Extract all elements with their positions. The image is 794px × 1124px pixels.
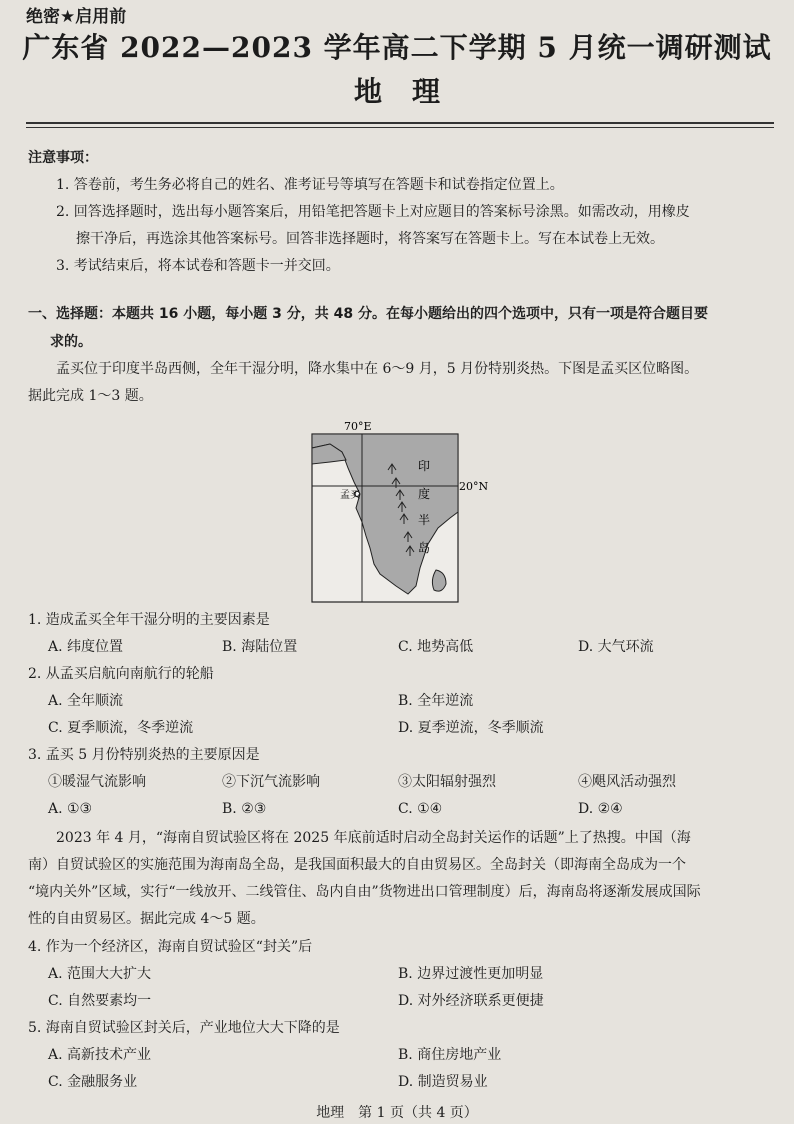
section-heading-continued: 求的。	[50, 334, 92, 350]
header-rule-thin	[26, 127, 774, 128]
questions-4-5	[28, 934, 774, 1096]
option-c: C. 自然要素均一	[48, 993, 152, 1009]
statement-4: ④飓风活动强烈	[578, 774, 676, 790]
option-a: A. 全年顺流	[48, 693, 124, 709]
option-d: D. ②④	[578, 801, 623, 817]
notice-item-continued: 擦干净后，再选涂其他答案标号。回答非选择题时，将答案写在答题卡上。写在本试卷上无效。	[76, 231, 664, 247]
statement-2: ②下沉气流影响	[222, 774, 320, 790]
mumbai-location-map	[300, 418, 490, 608]
question-stem: 1. 造成孟买全年干湿分明的主要因素是	[28, 612, 270, 628]
passage-1-line: 据此完成 1～3 题。	[28, 388, 153, 404]
peninsula-char: 度	[418, 487, 431, 501]
statement-1: ①暖湿气流影响	[48, 774, 146, 790]
section-1	[28, 300, 774, 410]
option-c: C. ①④	[398, 801, 443, 817]
statement-3: ③太阳辐射强烈	[398, 774, 496, 790]
question-options	[28, 1042, 774, 1096]
question-options	[28, 634, 774, 661]
option-d: D. 对外经济联系更便捷	[398, 993, 544, 1009]
passage-2-line: 南）自贸试验区的实施范围为海南岛全岛，是我国面积最大的自由贸易区。全岛封关（即海南全岛成为一个	[28, 857, 686, 873]
passage-2-line: 性的自由贸易区。据此完成 4～5 题。	[28, 911, 265, 927]
peninsula-char: 岛	[418, 541, 431, 555]
peninsula-char: 印	[418, 459, 431, 473]
option-b: B. ②③	[222, 801, 267, 817]
page-footer: 地理 第 1 页（共 4 页）	[316, 1105, 478, 1121]
meridian-label: 70°E	[344, 420, 372, 433]
notice-block	[28, 145, 774, 280]
passage-1-line: 孟买位于印度半岛西侧，全年干湿分明，降水集中在 6～9 月，5 月份特别炎热。下图是孟买区位略图。	[56, 361, 699, 377]
option-a: A. 纬度位置	[48, 639, 124, 655]
option-c: C. 金融服务业	[48, 1074, 138, 1090]
notice-item: 3. 考试结束后，将本试卷和答题卡一并交回。	[56, 258, 340, 274]
question-stem: 4. 作为一个经济区，海南自贸试验区“封关”后	[28, 939, 313, 955]
question-options	[28, 961, 774, 1015]
option-b: B. 边界过渡性更加明显	[398, 966, 544, 982]
question-statements	[28, 769, 774, 796]
header-rule-thick	[26, 122, 774, 124]
questions-1-3	[28, 607, 774, 823]
peninsula-char: 半	[418, 513, 431, 527]
question-stem: 5. 海南自贸试验区封关后，产业地位大大下降的是	[28, 1020, 340, 1036]
section-heading: 一、选择题：本题共 16 小题，每小题 3 分，共 48 分。在每小题给出的四个选项中，只有一项是符合题目要	[28, 306, 708, 322]
subject-title: 地理	[353, 75, 470, 108]
option-d: D. 大气环流	[578, 639, 654, 655]
option-d: D. 夏季逆流，冬季顺流	[398, 720, 544, 736]
exam-title: 广东省 2022—2023 学年高二下学期 5 月统一调研测试	[22, 31, 772, 64]
notice-item: 1. 答卷前，考生务必将自己的姓名、准考证号等填写在答题卡和试卷指定位置上。	[56, 177, 564, 193]
question-stem: 3. 孟买 5 月份特别炎热的主要原因是	[28, 747, 260, 763]
option-b: B. 全年逆流	[398, 693, 474, 709]
option-a: A. 高新技术产业	[48, 1047, 152, 1063]
passage-2-line: “境内关外”区域，实行“一线放开、二线管住、岛内自由”货物进出口管理制度）后，海南岛将逐渐发展成国际	[28, 884, 701, 900]
option-d: D. 制造贸易业	[398, 1074, 488, 1090]
mumbai-label: 孟买	[340, 490, 360, 501]
option-c: C. 地势高低	[398, 639, 474, 655]
question-options	[28, 688, 774, 742]
option-b: B. 海陆位置	[222, 639, 298, 655]
option-b: B. 商住房地产业	[398, 1047, 502, 1063]
passage-2	[28, 825, 774, 933]
option-a: A. ①③	[48, 801, 93, 817]
secret-label: 绝密★启用前	[26, 7, 127, 27]
option-a: A. 范围大大扩大	[48, 966, 152, 982]
parallel-label: 20°N	[459, 480, 489, 493]
question-stem: 2. 从孟买启航向南航行的轮船	[28, 666, 214, 682]
passage-2-line: 2023 年 4 月，“海南自贸试验区将在 2025 年底前适时启动全岛封关运作的话题”上了热搜。中国（海	[56, 830, 691, 846]
notice-title: 注意事项：	[28, 150, 98, 166]
notice-item: 2. 回答选择题时，选出每小题答案后，用铅笔把答题卡上对应题目的答案标号涂黑。如需改动，用橡皮	[56, 204, 690, 220]
option-c: C. 夏季顺流，冬季逆流	[48, 720, 194, 736]
question-options	[28, 796, 774, 823]
